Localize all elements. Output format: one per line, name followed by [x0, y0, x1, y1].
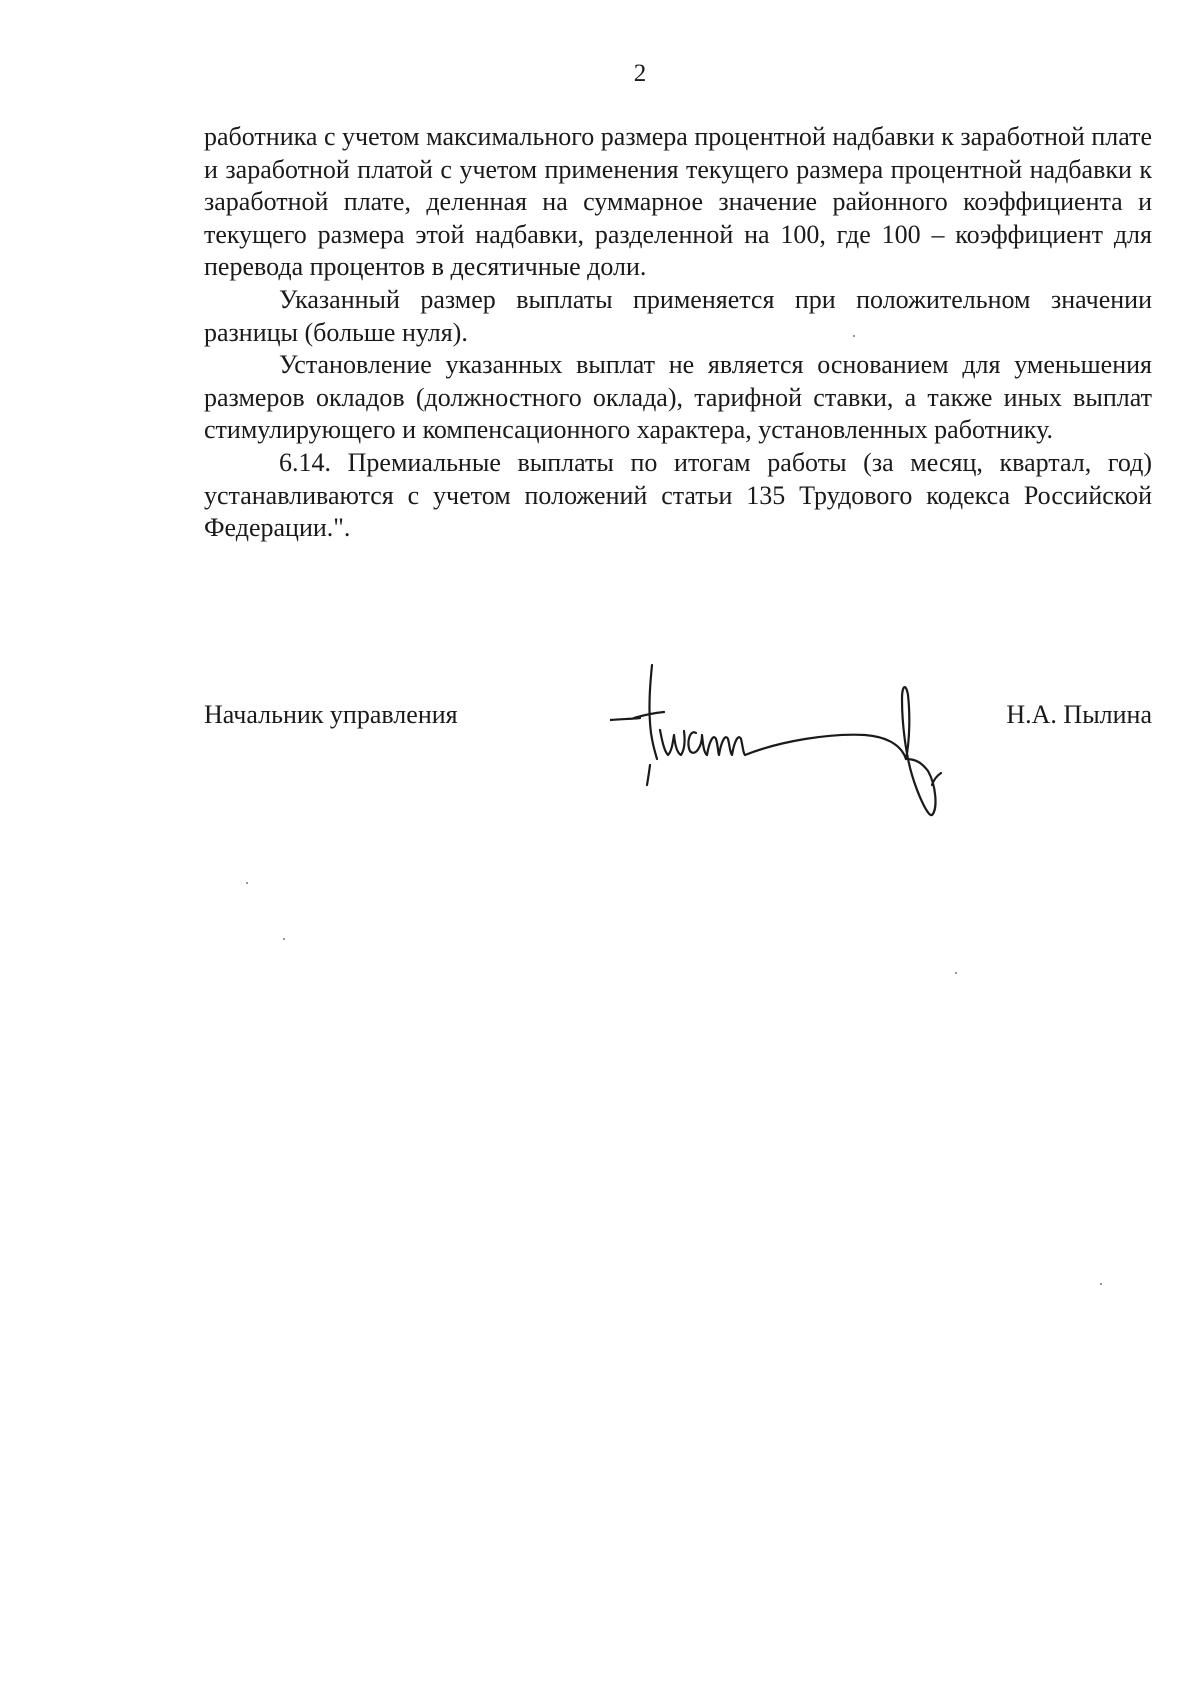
paragraph-continuation: работника с учетом максимального размера процентной надбавки к заработной плате и заработной платой с учетом применения текущего размера процентной надбавки к заработной плате, деленная на суммарное значение районного коэффициента и текущего размера этой надбавки, разделенной на 100, где 100 – коэффициент для перевода процентов в десятичные доли. [204, 122, 1152, 282]
signer-position-title: Начальник управления [204, 700, 458, 729]
paragraph-payment-basis: Установление указанных выплат не является основанием для уменьшения размеров окладов (должностного оклада), тарифной ставки, а также иных выплат стимулирующего и компенсационного характера, установленных работнику. [204, 350, 1152, 445]
scan-speck [283, 938, 285, 940]
signer-name: Н.А. Пылина [1006, 700, 1152, 729]
handwritten-signature [610, 655, 990, 825]
scan-speck [1100, 1283, 1102, 1285]
scan-speck [246, 882, 248, 884]
scan-speck [955, 972, 957, 974]
page-number: 2 [633, 60, 647, 87]
scan-speck [853, 335, 855, 337]
paragraph-payment-condition: Указанный размер выплаты применяется при положительном значении разницы (больше нуля). [204, 284, 1152, 347]
paragraph-bonus-payments: 6.14. Премиальные выплаты по итогам работы (за месяц, квартал, год) устанавливаются с учетом положений статьи 135 Трудового кодекса Российской Федерации.". [204, 447, 1152, 543]
document-body [204, 121, 1152, 545]
